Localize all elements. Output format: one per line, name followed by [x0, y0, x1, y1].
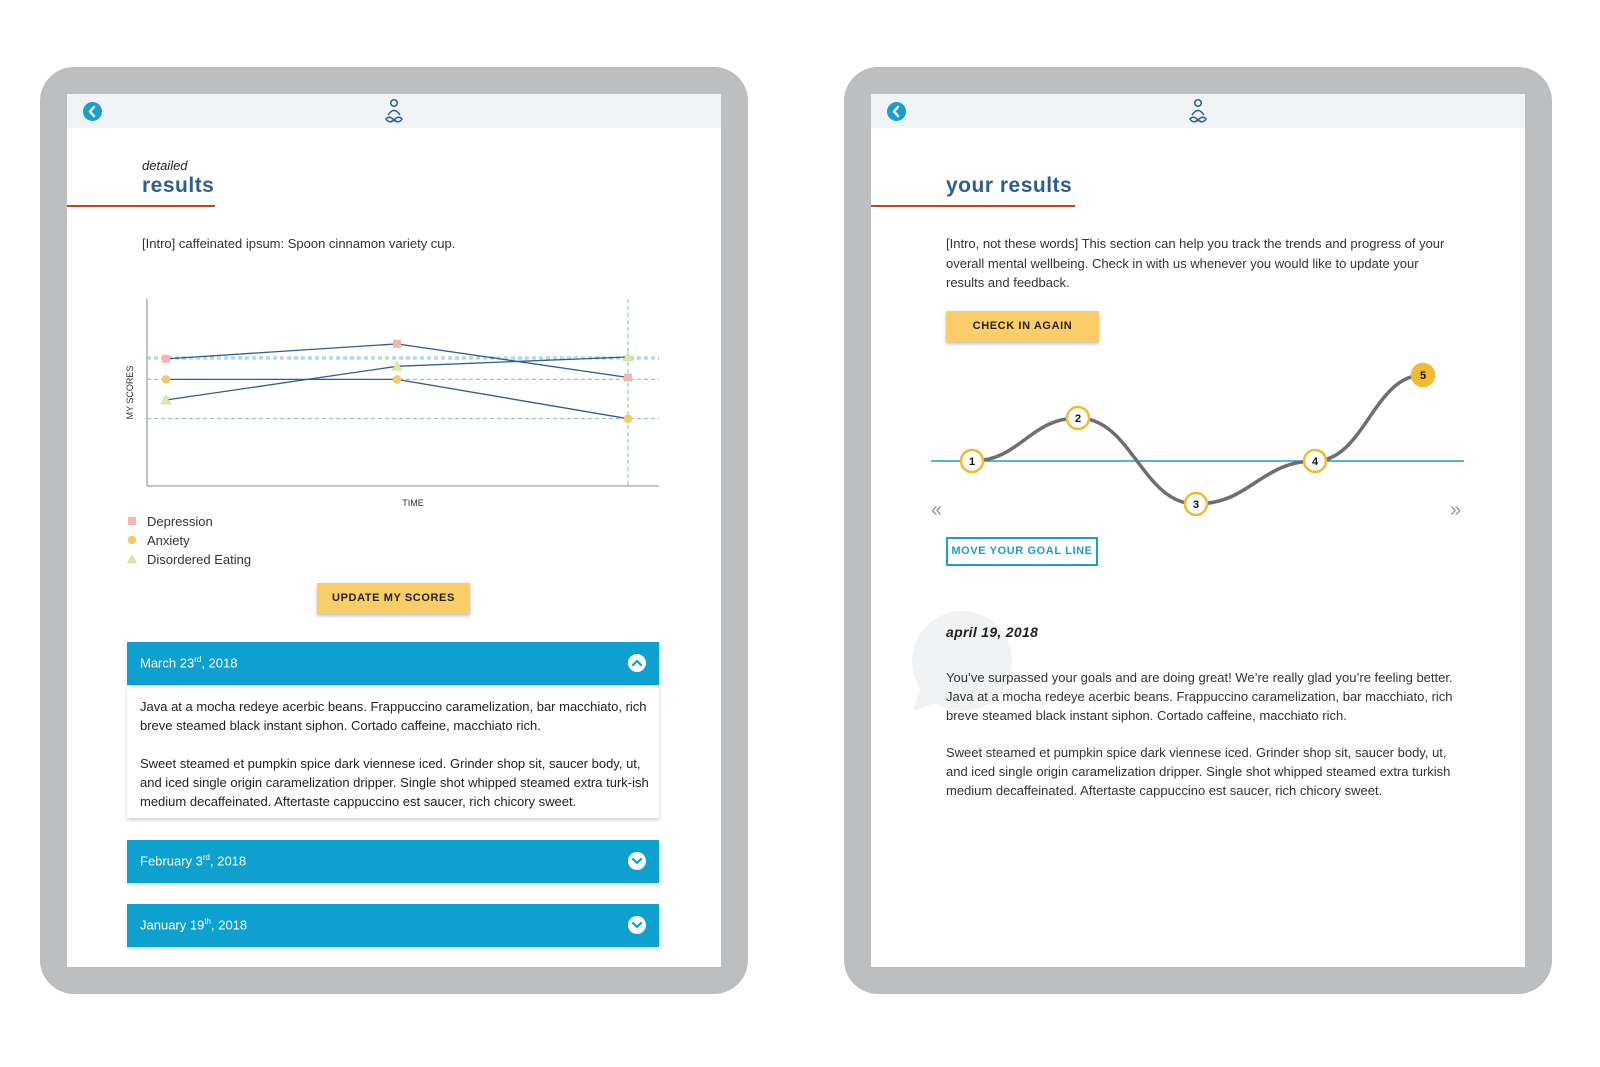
legend-item-anxiety: [127, 531, 251, 550]
update-scores-button[interactable]: UPDATE MY SCORES: [317, 583, 470, 614]
accordion-body-march: [127, 686, 659, 818]
chevron-down-icon[interactable]: [628, 852, 646, 870]
data-point-square: [624, 374, 632, 382]
entry-paragraph: You’ve surpassed your goals and are doing great! We’re really glad you’re feeling better. Java at a mocha redeye acerbic beans. Frappuccino caramelization, bar macchiato, rich breve steamed black instant siphon. Cortado caffeine, macchiato rich.: [946, 670, 1453, 723]
next-arrow-icon[interactable]: »: [1450, 499, 1462, 521]
legend-label: Anxiety: [147, 533, 190, 548]
milestone-label: 1: [968, 456, 976, 468]
x-axis-label: TIME: [402, 498, 424, 508]
accordion-paragraph: Sweet steamed et pumpkin spice dark viennese iced. Grinder shop sit, saucer body, ut, and iced single origin caramelization dripper. Single shot whipped steamed extra turk-ish medium decaffeinated. Aftertaste cappuccino est saucer, rich chicory sweet.: [140, 756, 649, 809]
tablet-frame-right: [844, 67, 1552, 994]
legend-label: Depression: [147, 514, 213, 529]
scores-chart: [67, 94, 721, 514]
milestone-label: 5: [1419, 370, 1427, 382]
milestone-label: 2: [1074, 413, 1082, 425]
series-line: [166, 379, 628, 418]
square-marker-icon: [127, 516, 137, 526]
entry-paragraph: Sweet steamed et pumpkin spice dark viennese iced. Grinder shop sit, saucer body, ut, and iced single origin caramelization dripper. Single shot whipped steamed extra turkish medium decaffeinated. Aftertaste cappuccino est saucer, rich chicory sweet.: [946, 745, 1451, 798]
tablet-frame-left: [40, 67, 748, 994]
progress-curve: [972, 375, 1423, 504]
page-title: results: [142, 174, 215, 197]
accordion-date: February 3rd, 2018: [140, 853, 247, 869]
previous-arrow-icon[interactable]: «: [931, 499, 943, 521]
check-in-again-button[interactable]: CHECK IN AGAIN: [946, 311, 1099, 342]
entry-date: april 19, 2018: [946, 624, 1039, 640]
move-goal-line-button[interactable]: MOVE YOUR GOAL LINE: [946, 537, 1098, 566]
intro-text: [Intro] caffeinated ipsum: Spoon cinnamon variety cup.: [142, 236, 456, 251]
page-kicker: detailed: [142, 158, 188, 173]
milestone-label: 3: [1192, 499, 1200, 511]
chart-legend: [127, 512, 251, 569]
milestone-label: 4: [1311, 456, 1319, 468]
chevron-up-icon[interactable]: [628, 654, 646, 672]
your-results-screen: [871, 94, 1525, 967]
data-point-circle: [162, 375, 171, 384]
data-point-square: [162, 355, 170, 363]
accordion-header-february[interactable]: [127, 840, 659, 883]
accordion-paragraph: Java at a mocha redeye acerbic beans. Frappuccino caramelization, bar macchiato, rich breve steamed black instant siphon. Cortado caffeine, macchiato rich.: [140, 699, 647, 733]
progress-chart: [871, 94, 1525, 534]
legend-item-disordered-eating: [127, 550, 251, 569]
legend-item-depression: [127, 512, 251, 531]
legend-label: Disordered Eating: [147, 552, 252, 567]
data-point-circle: [624, 414, 633, 423]
triangle-marker-icon: [127, 554, 137, 564]
data-point-square: [393, 340, 401, 348]
detailed-results-screen: [67, 94, 721, 967]
circle-marker-icon: [127, 535, 137, 545]
accordion-header-march[interactable]: [127, 642, 659, 685]
data-point-circle: [393, 375, 402, 384]
y-axis-label: MY SCORES: [125, 365, 135, 420]
series-line: [166, 344, 628, 378]
accordion-date: January 19th, 2018: [140, 917, 248, 933]
chevron-down-icon[interactable]: [628, 916, 646, 934]
intro-text: [Intro, not these words] This section can help you track the trends and progress of your overall mental wellbeing. Check in with us whenever you would like to update your results and feedback.: [946, 236, 1445, 290]
accordion-date: March 23rd, 2018: [140, 655, 238, 671]
page-title: your results: [946, 174, 1073, 197]
accordion-header-january[interactable]: [127, 904, 659, 947]
